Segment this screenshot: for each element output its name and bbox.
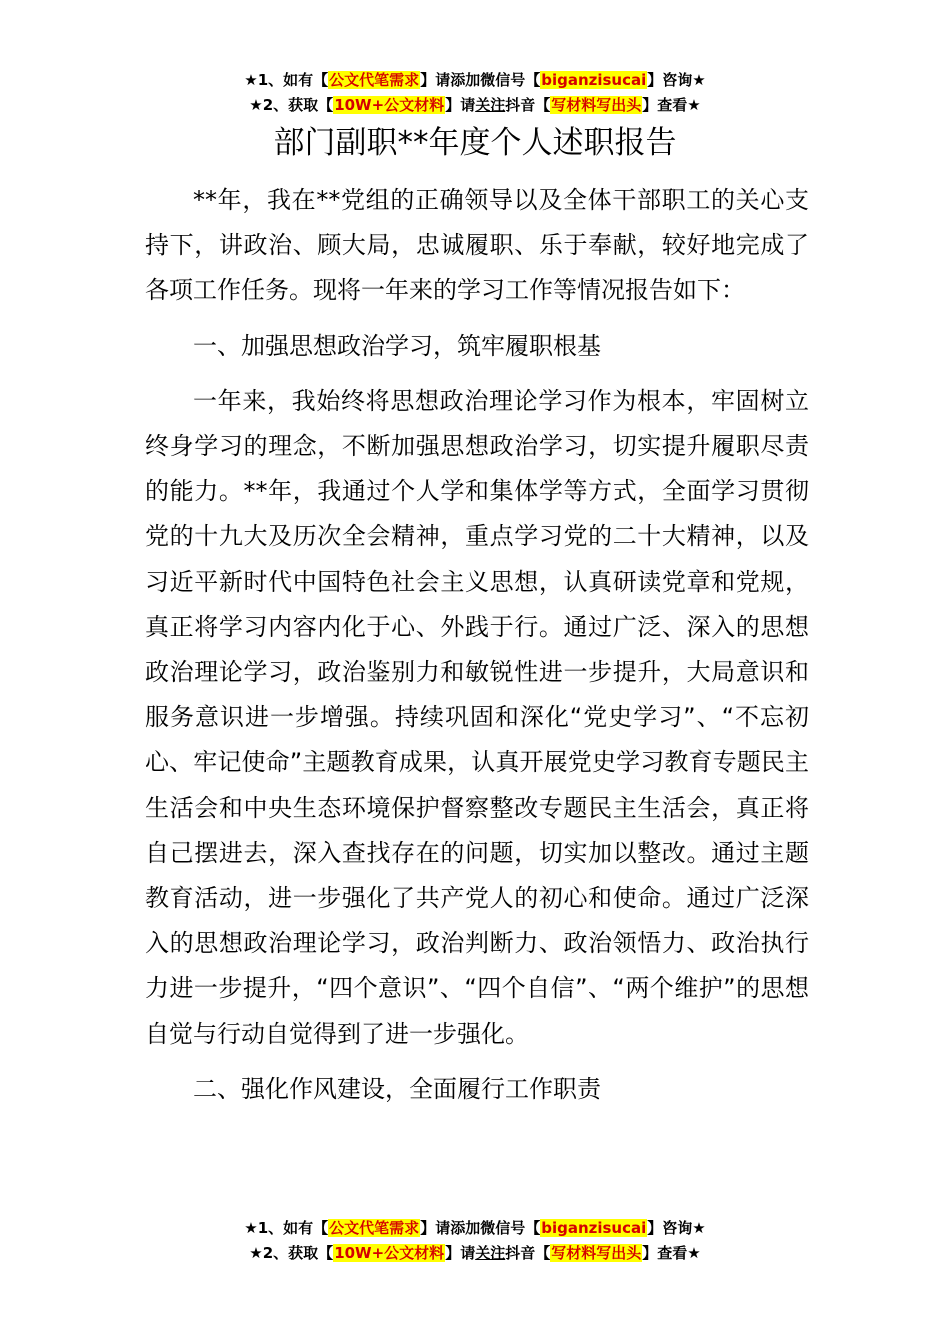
promo-highlight: 公文代笔需求 bbox=[329, 71, 420, 89]
promo-line-1 bbox=[0, 1216, 950, 1241]
intro-paragraph: **年，我在**党组的正确领导以及全体干部职工的关心支持下，讲政治、顾大局，忠诚履职、乐于奉献，较好地完成了各项工作任务。现将一年来的学习工作等情况报告如下： bbox=[145, 186, 809, 305]
promo-highlight-wechat-id: biganzisucai bbox=[541, 1219, 647, 1237]
promo-highlight-wechat-id: biganzisucai bbox=[541, 71, 647, 89]
promo-highlight: 10W+公文材料 bbox=[334, 96, 445, 114]
section-heading-1: 一、加强思想政治学习，筑牢履职根基 bbox=[193, 331, 601, 360]
promo-line-2 bbox=[0, 1241, 950, 1266]
promo-highlight: 10W+公文材料 bbox=[334, 1244, 445, 1262]
promo-text: 】咨询★ bbox=[647, 71, 706, 89]
promo-text: 】查看★ bbox=[642, 1244, 701, 1262]
promo-text: 抖音【 bbox=[505, 96, 551, 114]
document-body bbox=[145, 178, 809, 1122]
promo-text: 】请 bbox=[445, 1244, 476, 1262]
section-1-paragraph: 一年来，我始终将思想政治理论学习作为根本，牢固树立终身学习的理念，不断加强思想政治学习，切实提升履职尽责的能力。**年，我通过个人学和集体学等方式，全面学习贯彻党的十九大及历次全会精神，重点学习党的二十大精神，以及习近平新时代中国特色社会主义思想，认真研读党章和党规，真正将学习内容内化于心、外践于行。通过广泛、深入的思想政治理论学习，政治鉴别力和敏锐性进一步提升，大局意识和服务意识进一步增强。持续巩固和深化“党史学习”、“不忘初心、牢记使命”主题教育成果，认真开展党史学习教育专题民主生活会和中央生态环境保护督察整改专题民主生活会，真正将自己摆进去，深入查找存在的问题，切实加以整改。通过主题教育活动，进一步强化了共产党人的初心和使命。通过广泛深入的思想政治理论学习，政治判断力、政治领悟力、政治执行力进一步提升，“四个意识”、“四个自信”、“两个维护”的思想自觉与行动自觉得到了进一步强化。 bbox=[145, 386, 809, 1048]
promo-text: 】请添加微信号【 bbox=[420, 71, 541, 89]
promo-text: 】请 bbox=[445, 96, 476, 114]
promo-text: 】查看★ bbox=[642, 96, 701, 114]
promo-text: ★2、获取【 bbox=[249, 1244, 334, 1262]
promo-text: ★1、如有【 bbox=[244, 71, 329, 89]
promo-underlined-text: 关注 bbox=[475, 96, 506, 114]
promo-underlined-text: 关注 bbox=[475, 1244, 506, 1262]
promo-line-1 bbox=[0, 68, 950, 93]
promo-line-2 bbox=[0, 93, 950, 118]
promo-text: 】咨询★ bbox=[647, 1219, 706, 1237]
top-promo-banner bbox=[0, 68, 950, 118]
promo-text: 】请添加微信号【 bbox=[420, 1219, 541, 1237]
section-heading-2: 二、强化作风建设，全面履行工作职责 bbox=[193, 1074, 601, 1103]
document-title: 部门副职**年度个人述职报告 bbox=[273, 125, 677, 161]
promo-text: ★2、获取【 bbox=[249, 96, 334, 114]
promo-text: ★1、如有【 bbox=[244, 1219, 329, 1237]
promo-highlight-douyin: 写材料写出头 bbox=[551, 1244, 642, 1262]
bottom-promo-banner bbox=[0, 1216, 950, 1266]
promo-highlight-douyin: 写材料写出头 bbox=[551, 96, 642, 114]
promo-highlight: 公文代笔需求 bbox=[329, 1219, 420, 1237]
promo-text: 抖音【 bbox=[505, 1244, 551, 1262]
